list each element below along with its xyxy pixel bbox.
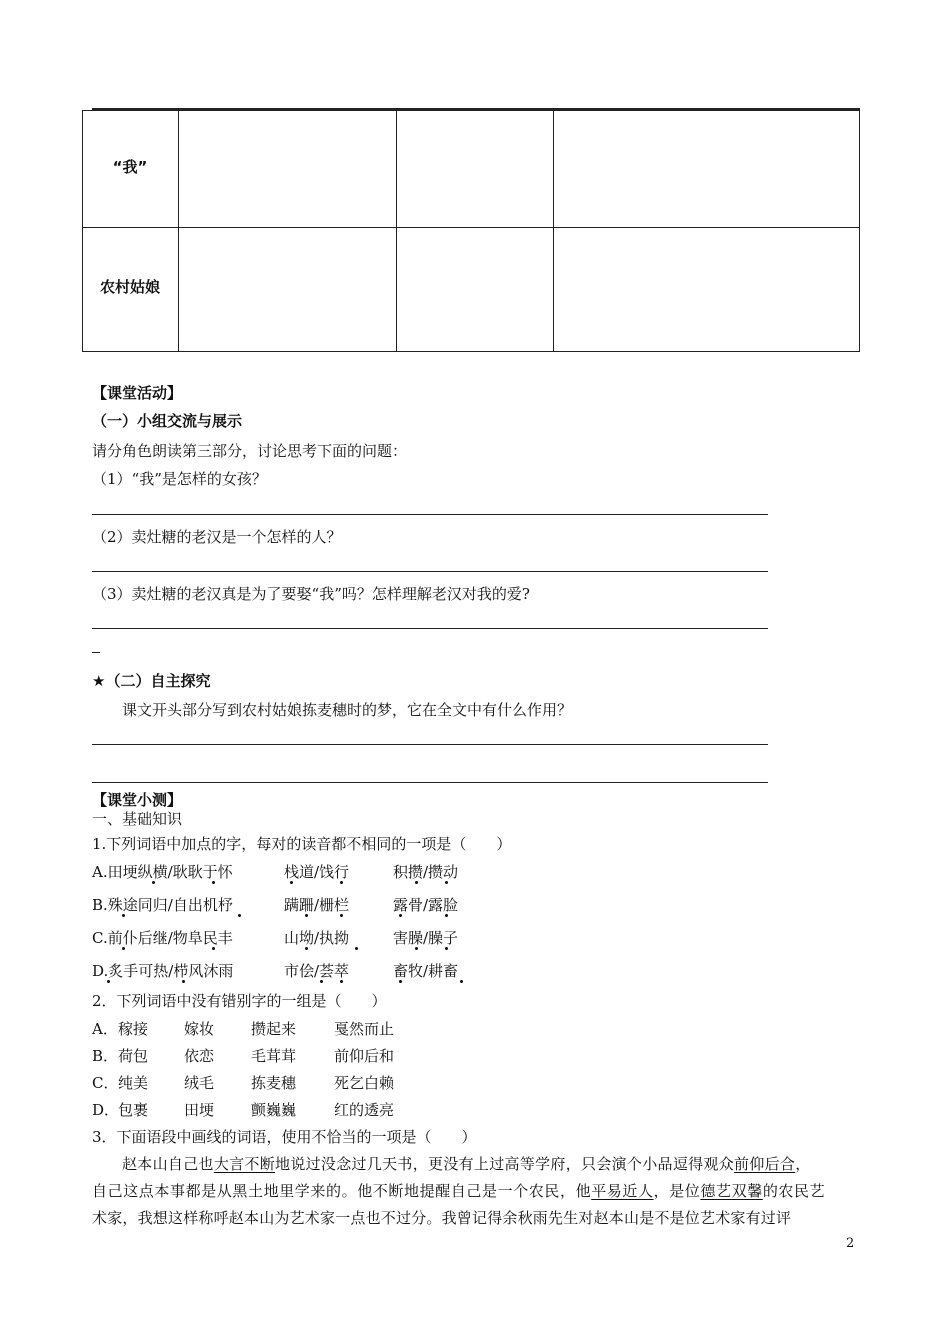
quiz-heading: 【课堂小测】 — [92, 791, 183, 809]
table-col-divider — [396, 110, 397, 352]
table-left-border — [82, 110, 83, 352]
question-3: （3）卖灶糖的老汉真是为了要娶“我”吗？怎样理解老汉对我的爱? — [92, 585, 530, 603]
q1-option-c-words: C.前仆后继/物阜民丰 — [92, 929, 233, 947]
table-row-label: “我” — [112, 158, 148, 176]
quiz-section: 一、基础知识 — [92, 810, 183, 828]
passage-line-1 — [122, 1153, 811, 1174]
q1-option-d-pair3: 畜牧/耕畜 — [393, 962, 459, 980]
quiz-question-2: 2．下列词语中没有错别字的一组是（ ） — [92, 992, 387, 1010]
option-word: 依恋 — [184, 1047, 215, 1065]
passage-text: 赵本山自己也 — [122, 1155, 214, 1173]
table-col-divider — [178, 110, 179, 352]
q1-option-d-pair2: 市侩/荟萃 — [284, 962, 350, 980]
answer-line — [92, 782, 768, 783]
option-word: 纯美 — [118, 1074, 149, 1092]
answer-line — [92, 628, 768, 629]
emphasis-dot — [340, 914, 343, 917]
answer-line — [92, 514, 768, 515]
emphasis-dot — [305, 914, 308, 917]
emphasis-dot — [122, 947, 125, 950]
activity-intro: 请分角色朗读第三部分，讨论思考下面的问题： — [92, 442, 408, 460]
stray-mark — [92, 652, 100, 653]
emphasis-dot — [340, 980, 343, 983]
underlined-phrase: 大言不断 — [213, 1155, 276, 1173]
table-col-divider — [553, 110, 554, 352]
emphasis-dot — [415, 947, 418, 950]
emphasis-dot — [399, 914, 402, 917]
q1-option-d-words: D.炙手可热/栉风沐雨 — [92, 962, 234, 980]
quiz-question-1: 1.下列词语中加点的字，每对的读音都不相同的一项是（ ） — [92, 835, 512, 853]
emphasis-dot — [355, 947, 358, 950]
q1-option-b-pair3: 露骨/露脸 — [393, 896, 459, 914]
q1-option-a-pair3: 积攒/攒动 — [393, 863, 459, 881]
page-number: 2 — [846, 1236, 855, 1251]
answer-line — [92, 744, 768, 745]
emphasis-dot — [445, 947, 448, 950]
activity-heading: 【课堂活动】 — [92, 384, 183, 402]
option-key: B． — [92, 1047, 119, 1065]
option-word: 稼接 — [118, 1020, 149, 1038]
emphasis-dot — [415, 881, 418, 884]
activity-subheading: （一）小组交流与展示 — [92, 412, 243, 430]
passage-text: ， — [795, 1155, 811, 1173]
passage-text: 的农民艺 — [762, 1182, 826, 1200]
emphasis-dot — [320, 980, 323, 983]
table-border — [82, 110, 860, 111]
passage-text: ，是位 — [653, 1182, 701, 1200]
table-bottom-border — [82, 351, 860, 352]
emphasis-dot — [445, 881, 448, 884]
emphasis-dot — [340, 881, 343, 884]
underlined-phrase: 平易近人 — [591, 1182, 654, 1200]
q1-option-a-words: A.田埂纵横/耿耿于怀 — [92, 863, 233, 881]
underlined-phrase: 前仰后合 — [734, 1155, 796, 1173]
table-row-label: 农村姑娘 — [99, 278, 160, 296]
option-word: 田埂 — [184, 1101, 215, 1119]
emphasis-dot — [182, 980, 185, 983]
option-key: C． — [92, 1074, 119, 1092]
emphasis-dot — [445, 914, 448, 917]
option-key: D． — [92, 1101, 120, 1119]
emphasis-dot — [212, 947, 215, 950]
option-word: 毛茸茸 — [251, 1047, 297, 1065]
option-word: 前仰后和 — [334, 1047, 395, 1065]
passage-text: 地说过没念过几天书，更没有上过高等学府，只会演个小品逗得观众 — [275, 1155, 735, 1173]
option-word: 死乞白赖 — [334, 1074, 395, 1092]
option-word: 荷包 — [118, 1047, 149, 1065]
emphasis-dot — [212, 881, 215, 884]
passage-text: 自己这点本事都是从黑土地里学来的。他不断地提醒自己是一个农民，他 — [92, 1182, 592, 1200]
passage-line-2 — [92, 1180, 825, 1201]
q1-option-b-words: B.殊途同归/自出机杼 — [92, 896, 233, 914]
emphasis-dot — [305, 947, 308, 950]
quiz-question-3: 3．下面语段中画线的词语，使用不恰当的一项是（ ） — [92, 1128, 477, 1146]
table-row-divider — [82, 227, 860, 228]
explore-heading: ★（二）自主探究 — [92, 672, 211, 690]
emphasis-dot — [152, 881, 155, 884]
q1-option-c-pair2: 山坳/执拗 — [284, 929, 350, 947]
explore-question: 课文开头部分写到农村姑娘拣麦穗时的梦，它在全文中有什么作用？ — [122, 701, 573, 719]
option-word: 红的透亮 — [334, 1101, 395, 1119]
option-word: 拣麦穗 — [251, 1074, 297, 1092]
option-key: A． — [92, 1020, 118, 1038]
emphasis-dot — [122, 914, 125, 917]
option-word: 绒毛 — [184, 1074, 215, 1092]
q1-option-a-pair2: 栈道/饯行 — [284, 863, 350, 881]
emphasis-dot — [460, 980, 463, 983]
underlined-phrase: 德艺双馨 — [700, 1182, 763, 1200]
emphasis-dot — [238, 914, 241, 917]
option-word: 戛然而止 — [334, 1020, 395, 1038]
emphasis-dot — [107, 980, 110, 983]
option-word: 包裹 — [118, 1101, 149, 1119]
answer-line — [92, 571, 768, 572]
table-right-border — [859, 110, 860, 352]
option-word: 攒起来 — [251, 1020, 297, 1038]
emphasis-dot — [399, 980, 402, 983]
emphasis-dot — [290, 881, 293, 884]
option-word: 嫁妆 — [184, 1020, 215, 1038]
question-2: （2）卖灶糖的老汉是一个怎样的人？ — [92, 528, 342, 546]
option-word: 颤巍巍 — [251, 1101, 297, 1119]
passage-line-3: 术家，我想这样称呼赵本山为艺术家一点也不过分。我曾记得余秋雨先生对赵本山是不是位艺术家有过评 — [92, 1209, 792, 1227]
q1-option-b-pair2: 蹒跚/栅栏 — [284, 896, 350, 914]
question-1: （1）“我”是怎样的女孩？ — [92, 470, 267, 488]
q1-option-c-pair3: 害臊/臊子 — [393, 929, 459, 947]
